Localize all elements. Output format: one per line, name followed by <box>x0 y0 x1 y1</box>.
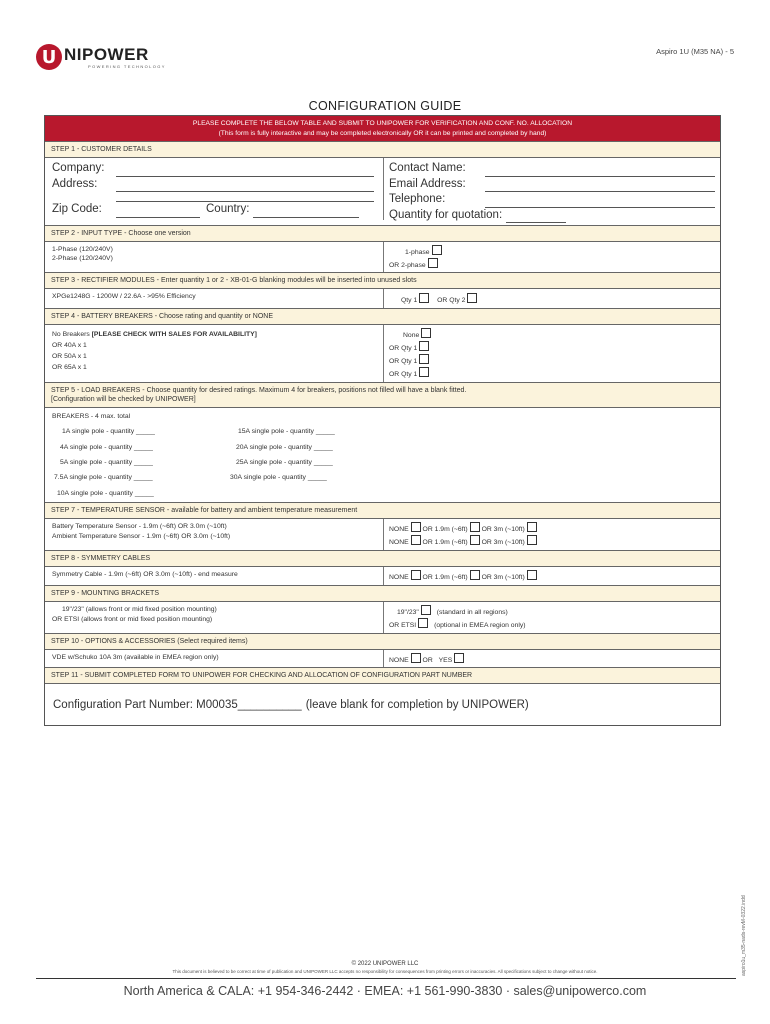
breaker-30a[interactable]: 30A single pole - quantity _____ <box>230 474 327 482</box>
battery-none-checkbox[interactable] <box>421 328 431 338</box>
step-10-section <box>45 649 720 668</box>
one-phase-checkbox[interactable] <box>432 245 442 255</box>
symmetry-3m-label: OR 3m (~10ft) <box>481 574 525 582</box>
breaker-7-5a[interactable]: 7.5A single pole - quantity _____ <box>54 474 153 482</box>
battery-50a-label: OR Qty 1 <box>389 357 418 365</box>
step-7-header: STEP 7 - TEMPERATURE SENSOR - available for battery and ambient temperature measurement <box>45 502 720 518</box>
contact-name-field[interactable] <box>485 167 715 177</box>
breaker-1a[interactable]: 1A single pole - quantity _____ <box>62 428 155 436</box>
step-9-section <box>45 601 720 633</box>
ambient-sensor-19-checkbox[interactable] <box>470 535 480 545</box>
battery-none-label: None <box>403 331 420 339</box>
battery-65a-label: OR Qty 1 <box>389 370 418 378</box>
options-none-checkbox[interactable] <box>411 653 421 663</box>
options-yes-label: YES <box>438 656 453 664</box>
symmetry-none-label: NONE <box>389 574 409 582</box>
banner-line-1: PLEASE COMPLETE THE BELOW TABLE AND SUBMIT TO UNIPOWER FOR VERIFICATION AND CONF. NO. ALLOCATION <box>192 120 573 127</box>
one-phase-label: 1-phase <box>405 249 430 256</box>
battery-40a-label: OR Qty 1 <box>389 344 418 352</box>
breaker-5a[interactable]: 5A single pole - quantity _____ <box>60 459 153 466</box>
options-or-label: OR <box>422 656 433 664</box>
ambient-sensor-none-checkbox[interactable] <box>411 535 421 545</box>
battery-option-40a: OR 40A x 1 <box>52 341 87 349</box>
battery-40a-checkbox[interactable] <box>419 341 429 351</box>
ambient-sensor-none-label: NONE <box>389 539 409 547</box>
company-label: Company: <box>52 162 105 174</box>
country-field[interactable] <box>253 208 359 218</box>
logo-tagline: POWERING TECHNOLOGY <box>88 63 166 69</box>
bracket-option-etsi: OR ETSI (allows front or mid fixed position mounting) <box>52 615 213 623</box>
part-number-field[interactable]: Configuration Part Number: M00035__________ <box>53 698 302 711</box>
ambient-temp-sensor: Ambient Temperature Sensor - 1.9m (~6ft) OR 3.0m (~10ft) <box>52 533 231 541</box>
step-11-header: STEP 11 - SUBMIT COMPLETED FORM TO UNIPOWER FOR CHECKING AND ALLOCATION OF CONFIGURATION PART NUMBER <box>45 667 720 683</box>
step-1-section <box>45 157 720 225</box>
battery-sensor-none-checkbox[interactable] <box>411 522 421 532</box>
symmetry-none-checkbox[interactable] <box>411 570 421 580</box>
step-4-header: STEP 4 - BATTERY BREAKERS - Choose rating and quantity or NONE <box>45 308 720 324</box>
symmetry-19-label: OR 1.9m (~6ft) <box>422 574 468 582</box>
battery-65a-checkbox[interactable] <box>419 367 429 377</box>
breaker-25a[interactable]: 25A single pole - quantity _____ <box>236 459 333 466</box>
step-5-note: [Configuration will be checked by UNIPOWER] <box>51 395 196 403</box>
email-label: Email Address: <box>389 177 466 190</box>
qty-1-label: Qty 1 <box>401 297 418 305</box>
part-number-row <box>45 683 720 725</box>
battery-option-50a: OR 50A x 1 <box>52 352 87 360</box>
bracket-etsi-checkbox[interactable] <box>418 618 428 628</box>
address-field-1[interactable] <box>116 182 374 192</box>
quantity-label: Quantity for quotation: <box>389 208 503 221</box>
zip-code-field[interactable] <box>116 208 200 218</box>
step-4-section <box>45 324 720 382</box>
telephone-label: Telephone: <box>389 193 446 205</box>
disclaimer: This document is believed to be correct at time of publication and UNIPOWER LLC accepts no responsibility for consequences from printing errors or inaccuracies. All specifications subject to change without notice. <box>172 969 598 974</box>
unipower-logo <box>36 44 166 70</box>
bracket-19-note: (standard in all regions) <box>436 608 508 616</box>
step-2-header: STEP 2 - INPUT TYPE - Choose one version <box>45 225 720 241</box>
symmetry-3m-checkbox[interactable] <box>527 570 537 580</box>
country-label: Country: <box>206 203 250 215</box>
logo-mark: U <box>36 44 62 70</box>
telephone-field[interactable] <box>485 198 715 208</box>
document-reference: Aspiro 1U (M35 NA) - 5 <box>656 47 734 56</box>
battery-sensor-19-label: OR 1.9m (~6ft) <box>422 526 468 534</box>
breaker-10a[interactable]: 10A single pole - quantity _____ <box>57 489 154 497</box>
step-5-section <box>45 407 720 502</box>
step-10-header: STEP 10 - OPTIONS & ACCESSORIES (Select required items) <box>45 633 720 649</box>
rectifier-module: XPGe1248G - 1200W / 22.6A - >95% Efficiency <box>52 293 196 301</box>
banner-line-2: (This form is fully interactive and may be completed electronically OR it can be printed and completed by hand) <box>218 129 547 137</box>
address-field-2[interactable] <box>116 192 374 202</box>
quantity-field[interactable] <box>506 213 566 223</box>
contact-name-label: Contact Name: <box>389 162 466 174</box>
battery-option-65a: OR 65A x 1 <box>52 363 87 371</box>
battery-sensor-19-checkbox[interactable] <box>470 522 480 532</box>
options-none-label: NONE <box>389 656 409 664</box>
ambient-sensor-19-label: OR 1.9m (~6ft) <box>422 539 468 547</box>
options-yes-checkbox[interactable] <box>454 653 464 663</box>
step-9-header: STEP 9 - MOUNTING BRACKETS <box>45 585 720 601</box>
qty-1-checkbox[interactable] <box>419 293 429 303</box>
breaker-20a[interactable]: 20A single pole - quantity _____ <box>236 443 333 451</box>
bracket-19-label: 19"/23" <box>397 608 419 616</box>
step-3-section <box>45 288 720 308</box>
copyright: © 2022 UNIPOWER LLC <box>351 961 419 967</box>
availability-note: [PLEASE CHECK WITH SALES FOR AVAILABILITY] <box>91 330 257 338</box>
step-8-section <box>45 566 720 585</box>
step-5-title: STEP 5 - LOAD BREAKERS - Choose quantity for desired ratings. Maximum 4 for breakers, positions not filled will have a blank fitted. <box>51 386 467 394</box>
step-7-section <box>45 518 720 550</box>
breaker-15a[interactable]: 15A single pole - quantity _____ <box>238 428 335 436</box>
battery-sensor-3m-label: OR 3m (~10ft) <box>481 526 525 534</box>
instructions-banner <box>45 116 720 141</box>
input-option-2: 2-Phase (120/240V) <box>52 254 113 262</box>
symmetry-cable: Symmetry Cable - 1.9m (~6ft) OR 3.0m (~10ft) - end measure <box>52 571 238 579</box>
step-5-header <box>45 382 720 407</box>
input-option-1: 1-Phase (120/240V) <box>52 246 113 253</box>
ambient-sensor-3m-checkbox[interactable] <box>527 535 537 545</box>
two-phase-label: OR 2-phase <box>389 261 426 269</box>
breakers-heading: BREAKERS - 4 max. total <box>52 412 131 420</box>
qty-2-label: OR Qty 2 <box>437 297 466 305</box>
contact-info: North America & CALA: +1 954-346-2442 · EMEA: +1 561-990-3830 · sales@unipowerco.com <box>123 984 647 998</box>
bracket-etsi-label: OR ETSI <box>389 621 417 629</box>
zip-code-label: Zip Code: <box>52 203 102 215</box>
page-title: CONFIGURATION GUIDE <box>308 99 462 113</box>
company-field[interactable] <box>116 167 374 177</box>
email-field[interactable] <box>485 182 715 192</box>
breaker-4a[interactable]: 4A single pole - quantity _____ <box>60 443 153 451</box>
battery-sensor-none-label: NONE <box>389 526 409 534</box>
footer-divider <box>36 978 736 979</box>
two-phase-checkbox[interactable] <box>428 258 438 268</box>
qty-2-checkbox[interactable] <box>467 293 477 303</box>
document-code: aspiro1u_m35-nads-revM-0322.indd <box>741 895 747 976</box>
symmetry-19-checkbox[interactable] <box>470 570 480 580</box>
bracket-option-19-23: 19"/23" (allows front or mid fixed position mounting) <box>62 605 217 613</box>
battery-50a-checkbox[interactable] <box>419 354 429 364</box>
bracket-19-checkbox[interactable] <box>421 605 431 615</box>
address-label: Address: <box>52 177 98 190</box>
no-breakers-label: No Breakers <box>52 330 92 338</box>
configuration-form <box>44 115 721 726</box>
step-8-header: STEP 8 - SYMMETRY CABLES <box>45 550 720 566</box>
vde-schuko-option: VDE w/Schuko 10A 3m (available in EMEA region only) <box>52 653 219 661</box>
step-3-header: STEP 3 - RECTIFIER MODULES - Enter quantity 1 or 2 - XB-01-G blanking modules will be inserted into unused slots <box>45 272 720 288</box>
battery-sensor-3m-checkbox[interactable] <box>527 522 537 532</box>
step-2-section <box>45 241 720 272</box>
battery-temp-sensor: Battery Temperature Sensor - 1.9m (~6ft) OR 3.0m (~10ft) <box>52 523 227 531</box>
ambient-sensor-3m-label: OR 3m (~10ft) <box>481 539 525 547</box>
bracket-etsi-note: (optional in EMEA region only) <box>434 621 526 629</box>
part-number-note: (leave blank for completion by UNIPOWER) <box>305 698 529 711</box>
logo-word: NIPOWER <box>64 44 149 64</box>
step-1-header: STEP 1 - CUSTOMER DETAILS <box>45 141 720 157</box>
